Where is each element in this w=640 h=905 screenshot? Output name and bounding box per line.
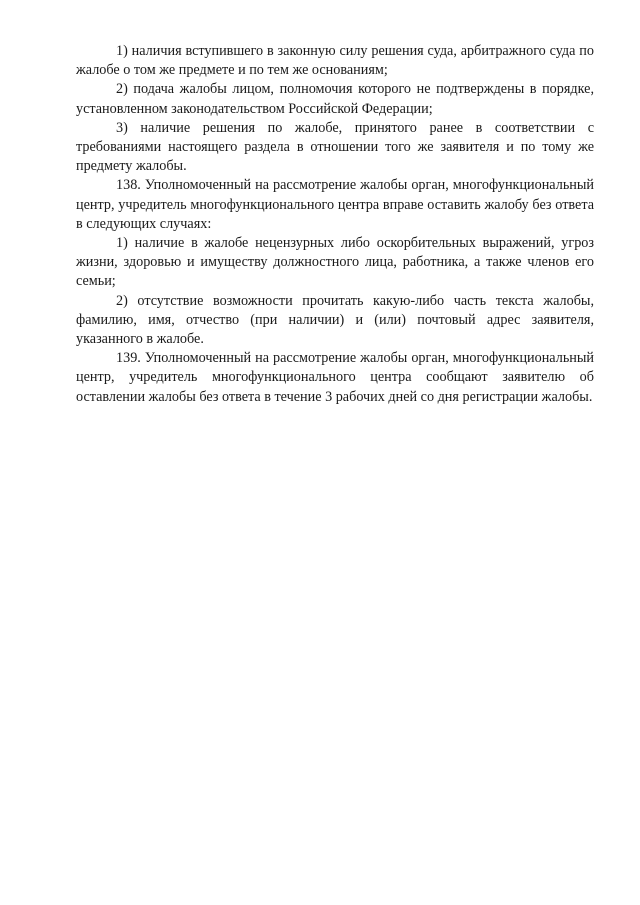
paragraph-item-6	[76, 292, 594, 350]
paragraph-text: 2) подача жалобы лицом, полномочия которого не подтверждены в порядке, установленном законодательством Российской Федерации;	[76, 81, 594, 117]
section-number: 139.	[116, 350, 141, 367]
document-page	[76, 42, 594, 407]
section-number: 138.	[116, 177, 141, 194]
paragraph-text: Уполномоченный на рассмотрение жалобы орган, многофункциональный центр, учредитель многофункционального центра сообщают заявителю об оставлении жалобы без ответа в течение 3 рабочих дней со дня регистрации жалобы.	[76, 350, 595, 405]
paragraph-item-5	[76, 234, 594, 292]
paragraph-text: 2) отсутствие возможности прочитать какую-либо часть текста жалобы, фамилию, имя, отчество (при наличии) и (или) почтовый адрес заявителя, указанного в жалобе.	[76, 292, 594, 348]
section-138	[76, 176, 594, 234]
paragraph-text: Уполномоченный на рассмотрение жалобы орган, многофункциональный центр, учредитель многофункционального центра вправе оставить жалобу без ответа в следующих случаях:	[76, 177, 595, 232]
section-139	[76, 349, 594, 407]
paragraph-item-3	[76, 119, 594, 177]
paragraph-item-2	[76, 80, 594, 118]
paragraph-text: 1) наличие в жалобе нецензурных либо оскорбительных выражений, угроз жизни, здоровью и имуществу должностного лица, работника, а также членов его семьи;	[76, 235, 594, 290]
paragraph-item-1	[76, 42, 594, 80]
paragraph-text: 1) наличия вступившего в законную силу решения суда, арбитражного суда по жалобе о том же предмете и по тем же основаниям;	[76, 43, 594, 79]
paragraph-text: 3) наличие решения по жалобе, принятого ранее в соответствии с требованиями настоящего раздела в отношении того же заявителя и по тому же предмету жалобы.	[76, 119, 594, 175]
